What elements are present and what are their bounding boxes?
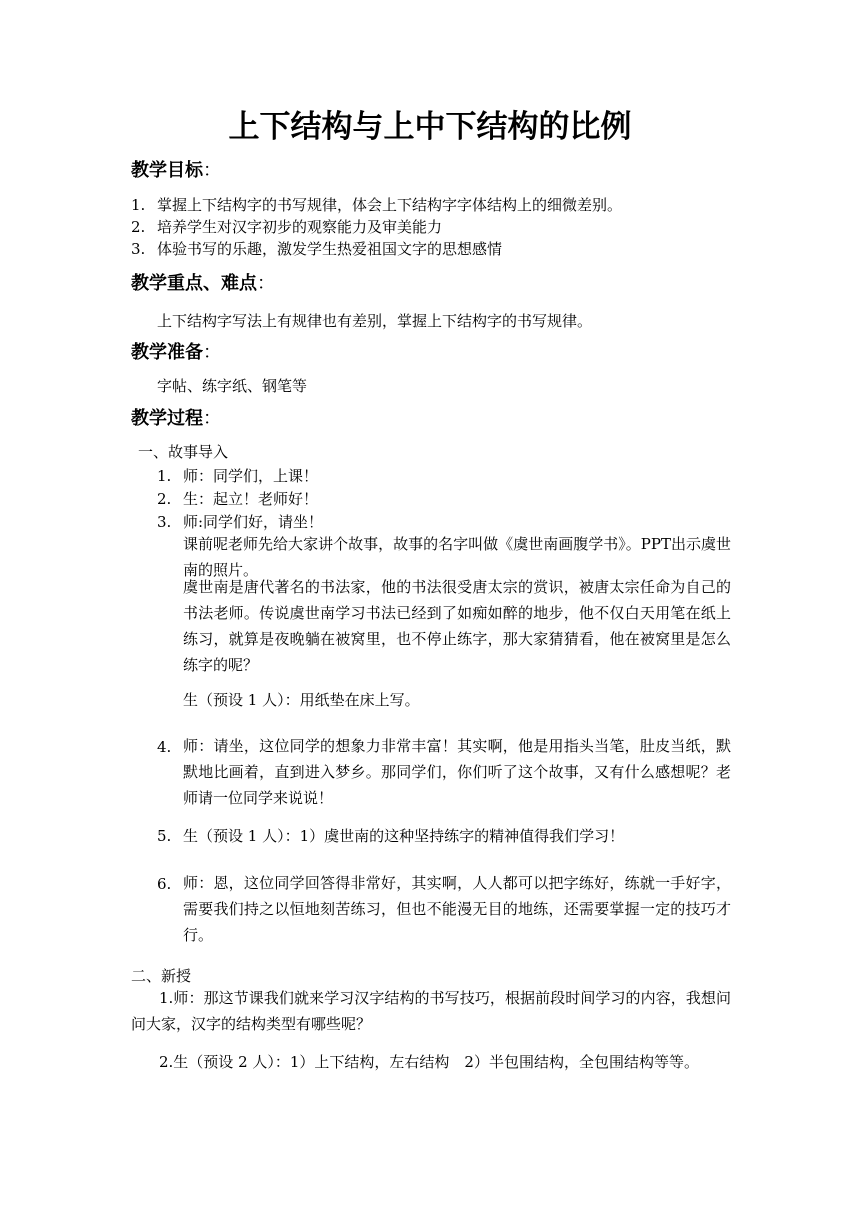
preparation-text: 字帖、练字纸、钢笔等 xyxy=(157,377,308,395)
objectives-heading-colon: ： xyxy=(203,160,221,181)
step-number: 6. xyxy=(157,875,172,893)
section-title: 二、新授 xyxy=(131,967,192,985)
objective-number: 2. xyxy=(131,218,146,236)
section-title: 一、故事导入 xyxy=(138,443,229,461)
step-text: 师：请坐，这位同学的想象力非常丰富！其实啊，他是用指头当笔，肚皮当纸，默默地比画着，直到进入梦乡。那同学们，你们听了这个故事，又有什么感想呢？老师请一位同学来说说！ xyxy=(183,737,731,807)
student-answer: 生（预设 1 人）：用纸垫在床上写。 xyxy=(183,691,420,709)
preparation-heading: 教学准备： xyxy=(131,342,221,363)
objectives-heading: 教学目标： xyxy=(131,160,221,181)
step-text: 师：同学们，上课！ xyxy=(183,467,319,485)
step-text: 生：起立！老师好！ xyxy=(183,490,319,508)
new-lesson-teacher-paragraph: 1.师：那这节课我们就来学习汉字结构的书写技巧，根据前段时间学习的内容，我想问问大家，汉字的结构类型有哪些呢？ xyxy=(131,989,731,1033)
keypoints-text: 上下结构字写法上有规律也有差别，掌握上下结构字的书写规律。 xyxy=(157,312,593,330)
process-heading-colon: ： xyxy=(203,408,221,429)
step-number: 5. xyxy=(157,827,172,845)
objective-item: 培养学生对汉字初步的观察能力及审美能力 xyxy=(157,218,443,236)
objective-number: 1. xyxy=(131,196,146,214)
page-title: 上下结构与上中下结构的比例 xyxy=(228,109,632,145)
process-heading: 教学过程： xyxy=(131,408,221,429)
preparation-heading-colon: ： xyxy=(203,342,221,363)
new-lesson-student-paragraph: 2.生（预设 2 人）：1）上下结构，左右结构 2）半包围结构，全包围结构等等。 xyxy=(159,1053,699,1071)
keypoints-heading: 教学重点、难点： xyxy=(131,273,275,294)
step-text: 师:同学们好，请坐！ xyxy=(183,513,324,531)
keypoints-heading-colon: ： xyxy=(257,273,275,294)
objective-item: 体验书写的乐趣，激发学生热爱祖国文字的思想感情 xyxy=(157,240,503,258)
objective-number: 3. xyxy=(131,240,146,258)
step-number: 4. xyxy=(157,738,172,756)
step-number: 3. xyxy=(157,513,172,531)
story-paragraph: 虞世南是唐代著名的书法家，他的书法很受唐太宗的赏识，被唐太宗任命为自己的书法老师。传说虞世南学习书法已经到了如痴如醉的地步，他不仅白天用笔在纸上练习，就算是夜晚躺在被窝里，也不停止练字，那大家猜猜看，他在被窝里是怎么练字的呢？ xyxy=(183,578,731,674)
step-number: 1. xyxy=(157,467,172,485)
step-text: 生（预设 1 人）：1）虞世南的这种坚持练字的精神值得我们学习！ xyxy=(183,827,625,845)
story-intro-paragraph: 课前呢老师先给大家讲个故事，故事的名字叫做《虞世南画腹学书》。PPT出示虞世南的照片。 xyxy=(183,535,731,579)
step-number: 2. xyxy=(157,490,172,508)
objective-item: 掌握上下结构字的书写规律，体会上下结构字字体结构上的细微差别。 xyxy=(157,196,623,214)
step-text: 师：恩，这位同学回答得非常好，其实啊，人人都可以把字练好，练就一手好字，需要我们持之以恒地刻苦练习，但也不能漫无目的地练，还需要掌握一定的技巧才行。 xyxy=(183,874,731,944)
